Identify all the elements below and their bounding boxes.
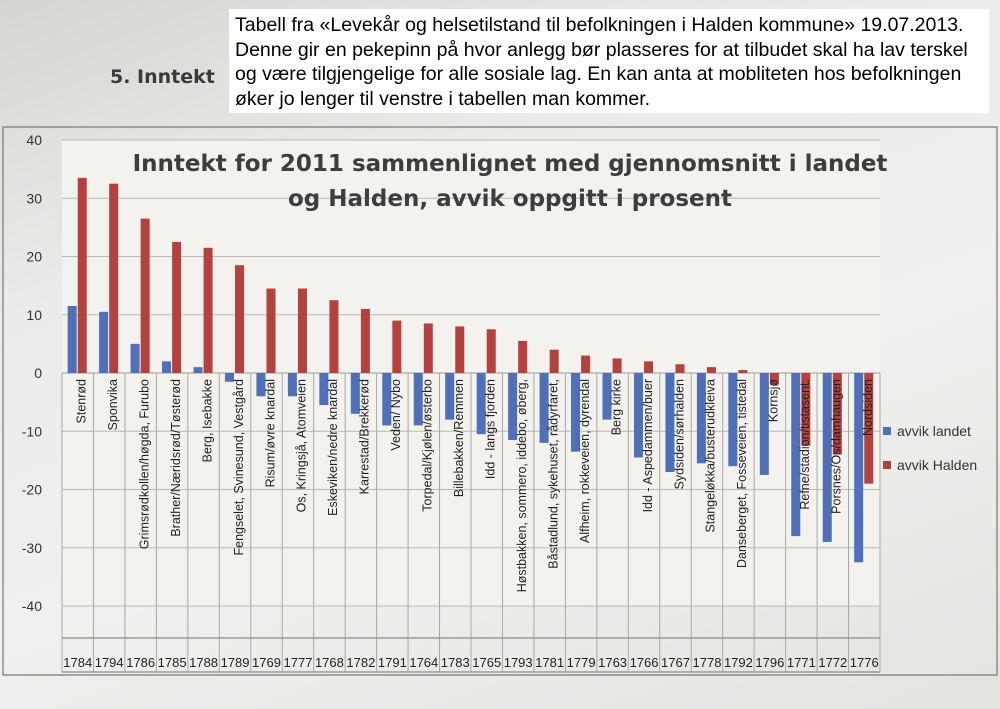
y-tick-label: 40 bbox=[26, 132, 42, 148]
category-label: Sydsiden/sørhalden bbox=[672, 379, 687, 490]
category-label: Risum/øvre knardal bbox=[263, 379, 278, 488]
category-code-label: 1783 bbox=[440, 655, 470, 670]
caption-box: Tabell fra «Levekår og helsetilstand til befolkningen i Halden kommune» 19.07.2013. Denne gir en pekepinn på hvor anlegg bør plasseres for at tilbudet skal ha lav terskel og være tilgjengelige for alle sosiale lag. En kan anta at mobliteten hos befolkningen øker jo lenger til venstre i tabellen man kommer. bbox=[229, 9, 989, 113]
category-label: Refne/stadion/tistasent. bbox=[798, 379, 813, 510]
category-label: Båstadlund, sykehuset, rådyrfaret, bbox=[546, 379, 561, 569]
category-code-label: 1782 bbox=[346, 655, 376, 670]
category-code-label: 1764 bbox=[409, 655, 439, 670]
category-label: Billebakken/Remmen bbox=[452, 379, 467, 498]
bar-avvik-landet bbox=[68, 306, 77, 373]
category-label: Fengselet, Svinesund, Vestgård bbox=[231, 379, 246, 556]
bar-avvik-halden bbox=[518, 341, 527, 373]
y-tick-label: 10 bbox=[26, 306, 42, 323]
category-code-label: 1791 bbox=[377, 655, 407, 670]
category-code-label: 1784 bbox=[63, 655, 93, 670]
bar-avvik-halden bbox=[392, 321, 401, 373]
category-label: Idd - Aspedammen/buer bbox=[640, 379, 655, 513]
category-code-label: 1771 bbox=[786, 655, 816, 670]
category-label: Stenrød bbox=[74, 379, 89, 424]
category-label: Grimsrødkollen/høgda, Furubo bbox=[137, 379, 152, 550]
category-code-label: 1789 bbox=[220, 655, 250, 670]
bar-avvik-halden bbox=[204, 248, 213, 373]
bar-avvik-halden bbox=[424, 323, 433, 373]
category-label: Berg kirke bbox=[609, 379, 624, 436]
y-tick-label: -20 bbox=[21, 481, 42, 498]
category-label: Berg, Isebakke bbox=[200, 379, 215, 463]
bar-avvik-halden bbox=[78, 178, 87, 373]
bar-avvik-halden bbox=[235, 265, 244, 373]
category-code-label: 1792 bbox=[723, 655, 753, 670]
bar-avvik-halden bbox=[676, 364, 685, 373]
y-tick-label: 30 bbox=[26, 190, 42, 207]
bar-avvik-halden bbox=[550, 350, 559, 373]
category-code-label: 1781 bbox=[535, 655, 565, 670]
category-code-label: 1779 bbox=[566, 655, 596, 670]
y-tick-label: -10 bbox=[21, 423, 42, 440]
category-code-label: 1769 bbox=[252, 655, 281, 670]
category-label: Karrestad/Brekkerød bbox=[357, 379, 372, 495]
legend-label-landet: avvik landet bbox=[897, 423, 971, 439]
category-label: Sponvika bbox=[105, 379, 120, 431]
category-code-label: 1776 bbox=[849, 655, 879, 670]
category-label: Brather/Næridsrød/Tøsterød bbox=[168, 379, 183, 537]
chart-title-line: og Halden, avvik oppgitt i prosent bbox=[287, 186, 733, 212]
category-label: Os, Kringsjå, Atomveien bbox=[294, 379, 309, 513]
category-code-label: 1767 bbox=[661, 655, 690, 670]
bar-avvik-halden bbox=[172, 242, 181, 373]
chart-title-line: Inntekt for 2011 sammenlignet med gjennomsnitt i landet bbox=[132, 151, 888, 177]
legend-item-halden bbox=[883, 448, 995, 482]
category-code-label: 1763 bbox=[598, 655, 628, 670]
legend-swatch-landet bbox=[883, 427, 891, 435]
y-tick-label: -40 bbox=[21, 598, 42, 614]
chart-legend bbox=[883, 414, 995, 482]
bar-avvik-halden bbox=[487, 329, 496, 373]
y-tick-label: -30 bbox=[21, 539, 42, 556]
category-label: Stangeløkka/busterudkleiva bbox=[703, 379, 718, 533]
category-code-label: 1766 bbox=[629, 655, 659, 670]
bar-avvik-halden bbox=[581, 356, 590, 373]
bar-avvik-halden bbox=[109, 184, 118, 373]
y-tick-label: 20 bbox=[26, 248, 42, 265]
bar-avvik-halden bbox=[361, 309, 370, 373]
bar-avvik-halden bbox=[707, 367, 716, 373]
bar-avvik-halden bbox=[298, 289, 307, 373]
legend-swatch-halden bbox=[883, 461, 891, 469]
category-label: Idd - langs fjorden bbox=[483, 379, 498, 480]
category-label: Alfheim, rokkeveien, dyrendal bbox=[577, 379, 592, 543]
category-code-label: 1768 bbox=[314, 655, 344, 670]
bar-avvik-landet bbox=[99, 312, 108, 373]
category-code-label: 1793 bbox=[503, 655, 533, 670]
bar-avvik-halden bbox=[613, 358, 622, 373]
bar-avvik-halden bbox=[738, 370, 747, 373]
category-label: Eskeviken/nedre knardal bbox=[326, 379, 341, 516]
category-code-label: 1788 bbox=[189, 655, 219, 670]
legend-item-landet bbox=[883, 414, 995, 448]
bar-avvik-landet bbox=[194, 367, 203, 373]
category-label: Danseberget, Fosseveien, tistedal bbox=[735, 379, 750, 568]
category-label: Porsnes/Os/damhaugen bbox=[829, 379, 844, 514]
legend-label-halden: avvik Halden bbox=[897, 457, 978, 473]
category-code-label: 1777 bbox=[283, 655, 313, 670]
category-label: Veden/ Nybo bbox=[389, 379, 404, 451]
category-label: Kornsjø bbox=[766, 379, 781, 423]
bar-avvik-halden bbox=[267, 289, 276, 373]
category-code-label: 1796 bbox=[755, 655, 785, 670]
category-label: Høstbakken, sommero, iddebo, øberg, bbox=[514, 379, 529, 593]
category-code-label: 1785 bbox=[157, 655, 187, 670]
bar-avvik-halden bbox=[455, 326, 464, 373]
category-code-label: 1794 bbox=[94, 655, 124, 670]
category-label: Torpedal/Kjølen/østerbo bbox=[420, 379, 435, 512]
bar-avvik-landet bbox=[131, 344, 140, 373]
bar-avvik-halden bbox=[329, 300, 338, 373]
category-code-label: 1765 bbox=[472, 655, 502, 670]
category-code-label: 1786 bbox=[126, 655, 156, 670]
bar-avvik-landet bbox=[162, 361, 171, 373]
y-tick-label: 0 bbox=[34, 365, 42, 381]
section-heading: 5. Inntekt bbox=[110, 66, 215, 88]
category-label: Nordsiden bbox=[861, 379, 876, 436]
category-code-label: 1772 bbox=[818, 655, 848, 670]
category-code-label: 1778 bbox=[692, 655, 722, 670]
bar-avvik-halden bbox=[141, 219, 150, 373]
bar-avvik-halden bbox=[644, 361, 653, 373]
